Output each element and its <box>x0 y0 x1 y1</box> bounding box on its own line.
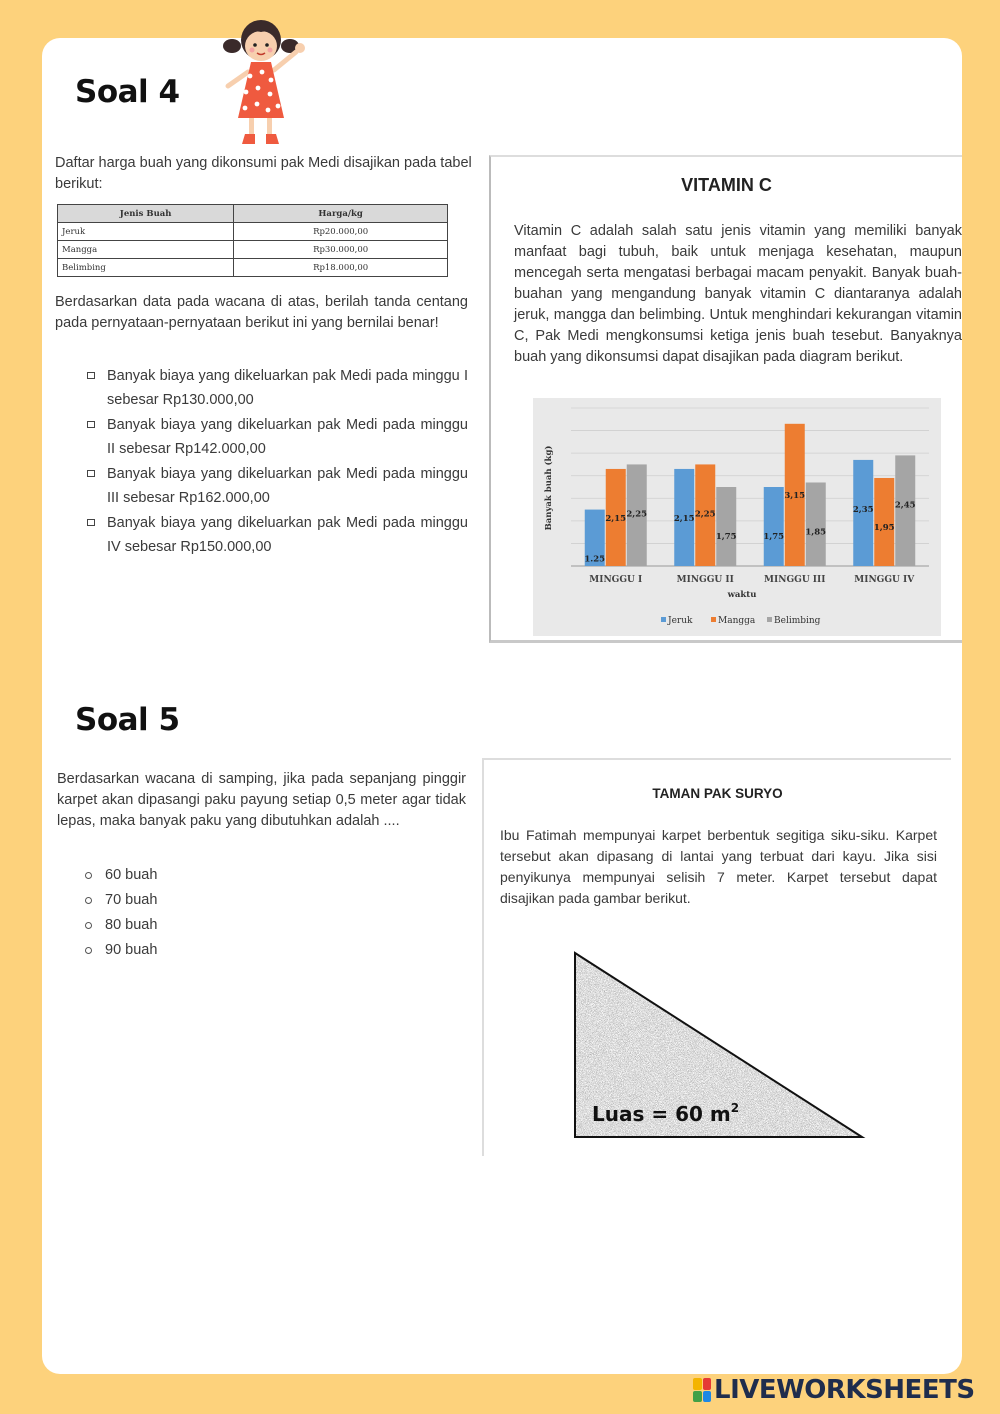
liveworksheets-logo[interactable] <box>693 1374 975 1406</box>
fruit-chart <box>533 398 941 636</box>
chart-bar-belimbing <box>716 487 736 566</box>
logo-text: LIVEWORKSHEETS <box>714 1375 975 1405</box>
option-label: 70 buah <box>105 892 158 908</box>
radio-option[interactable] <box>83 863 383 887</box>
girl-illustration <box>218 14 310 150</box>
chart-bar-jeruk <box>764 487 784 566</box>
fruit-price: Rp30.000,00 <box>234 241 448 259</box>
chart-data-label: 1,75 <box>715 532 737 542</box>
soal4-title: Soal 4 <box>75 74 180 110</box>
legend-swatch <box>767 617 772 622</box>
option-label: 90 buah <box>105 942 158 958</box>
price-table <box>57 204 448 277</box>
vitamin-c-panel <box>489 155 962 643</box>
soal5-title: Soal 5 <box>75 702 180 738</box>
option-label: 60 buah <box>105 867 158 883</box>
checkbox-icon[interactable] <box>87 421 95 428</box>
legend-swatch <box>711 617 716 622</box>
chart-bar-belimbing <box>895 455 915 566</box>
chart-data-label: 2,25 <box>694 509 716 520</box>
option-label: Banyak biaya yang dikeluarkan pak Medi pada minggu II sebesar Rp142.000,00 <box>107 417 468 457</box>
chart-category-label: MINGGU II <box>676 575 734 585</box>
fruit-name: Belimbing <box>58 259 234 277</box>
radio-icon[interactable] <box>85 947 92 954</box>
radio-option[interactable] <box>83 913 383 937</box>
radio-icon[interactable] <box>85 922 92 929</box>
legend-label: Mangga <box>718 616 756 626</box>
fruit-name: Mangga <box>58 241 234 259</box>
option-label: Banyak biaya yang dikeluarkan pak Medi pada minggu I sebesar Rp130.000,00 <box>107 368 468 408</box>
soal4-intro: Daftar harga buah yang dikonsumi pak Medi disajikan pada tabel berikut: <box>55 155 472 192</box>
area-label: Luas = 60 $m^2$ <box>592 1101 740 1126</box>
chart-data-label: 2,25 <box>626 509 648 520</box>
radio-option[interactable] <box>83 938 383 962</box>
checkbox-option[interactable] <box>85 364 468 412</box>
option-label: Banyak biaya yang dikeluarkan pak Medi pada minggu IV sebesar Rp150.000,00 <box>107 515 468 555</box>
table-row <box>58 223 448 241</box>
taman-title: TAMAN PAK SURYO <box>652 786 783 801</box>
chart-data-label: 2,35 <box>852 504 874 515</box>
checkbox-icon[interactable] <box>87 470 95 477</box>
fruit-price: Rp20.000,00 <box>234 223 448 241</box>
soal4-question: Berdasarkan data pada wacana di atas, berilah tanda centang pada pernyataan-pernyataan berikut ini yang bernilai benar! <box>55 294 468 331</box>
option-label: 80 buah <box>105 917 158 933</box>
chart-data-label: 2,45 <box>894 500 916 511</box>
legend-label: Belimbing <box>774 616 821 626</box>
chart-category-label: MINGGU III <box>764 575 826 585</box>
price-table-header: Jenis Buah <box>58 205 234 223</box>
chart-data-label: 1,95 <box>873 522 895 533</box>
chart-category-label: MINGGU IV <box>854 575 915 585</box>
chart-bar-belimbing <box>806 482 826 566</box>
legend-swatch <box>661 617 666 622</box>
chart-data-label: 1.25 <box>584 554 606 565</box>
fruit-bar-chart <box>533 398 941 636</box>
chart-data-label: 2,15 <box>605 513 627 524</box>
taman-text: Ibu Fatimah mempunyai karpet berbentuk segitiga siku-siku. Karpet tersebut akan dipasang di lantai yang terbuat dari kayu. Jika sisi penyikunya mempunyai selisih 7 meter. Karpet tersebut dapat disajikan pada gambar berikut. <box>500 827 937 906</box>
chart-data-label: 2,15 <box>673 513 695 524</box>
chart-data-label: 3,15 <box>784 490 806 501</box>
chart-y-axis-label: Banyak buah (kg) <box>544 445 554 531</box>
fruit-name: Jeruk <box>58 223 234 241</box>
carpet-triangle <box>568 946 868 1142</box>
chart-x-axis-label: waktu <box>727 590 757 600</box>
radio-option[interactable] <box>83 888 383 912</box>
vitamin-c-title: VITAMIN C <box>681 175 772 195</box>
table-row <box>58 241 448 259</box>
taman-pak-suryo-panel <box>482 758 951 1156</box>
soal5-question: Berdasarkan wacana di samping, jika pada sepanjang pinggir karpet akan dipasangi paku payung setiap 0,5 meter agar tidak lepas, maka banyak paku yang dibutuhkan adalah .... <box>57 771 466 829</box>
chart-category-label: MINGGU I <box>589 575 643 585</box>
legend-label: Jeruk <box>668 616 693 626</box>
liveworksheets-logo-icon <box>693 1378 711 1402</box>
fruit-price: Rp18.000,00 <box>234 259 448 277</box>
chart-data-label: 1,75 <box>763 532 785 542</box>
radio-icon[interactable] <box>85 872 92 879</box>
checkbox-icon[interactable] <box>87 372 95 379</box>
soal5-options <box>83 863 383 963</box>
checkbox-icon[interactable] <box>87 519 95 526</box>
checkbox-option[interactable] <box>85 462 468 510</box>
radio-icon[interactable] <box>85 897 92 904</box>
checkbox-option[interactable] <box>85 511 468 559</box>
chart-data-label: 1,85 <box>805 527 827 538</box>
vitamin-c-text: Vitamin C adalah salah satu jenis vitamin yang memiliki banyak manfaat bagi tubuh, baik untuk menjaga kesehatan, maupun mencegah serta mengatasi berbagai macam penyakit. Banyak buah-buahan yang mengandung banyak vitamin C diantaranya adalah jeruk, mangga dan belimbing. Untuk menghindari kekurangan vitamin C, Pak Medi mengkonsumsi ketiga jenis buah tesebut. Banyaknya buah yang dikonsumsi dapat disajikan pada diagram berikut. <box>514 223 962 365</box>
price-table-header: Harga/kg <box>234 205 448 223</box>
table-row <box>58 259 448 277</box>
checkbox-option[interactable] <box>85 413 468 461</box>
soal4-options <box>85 364 468 560</box>
option-label: Banyak biaya yang dikeluarkan pak Medi pada minggu III sebesar Rp162.000,00 <box>107 466 468 506</box>
